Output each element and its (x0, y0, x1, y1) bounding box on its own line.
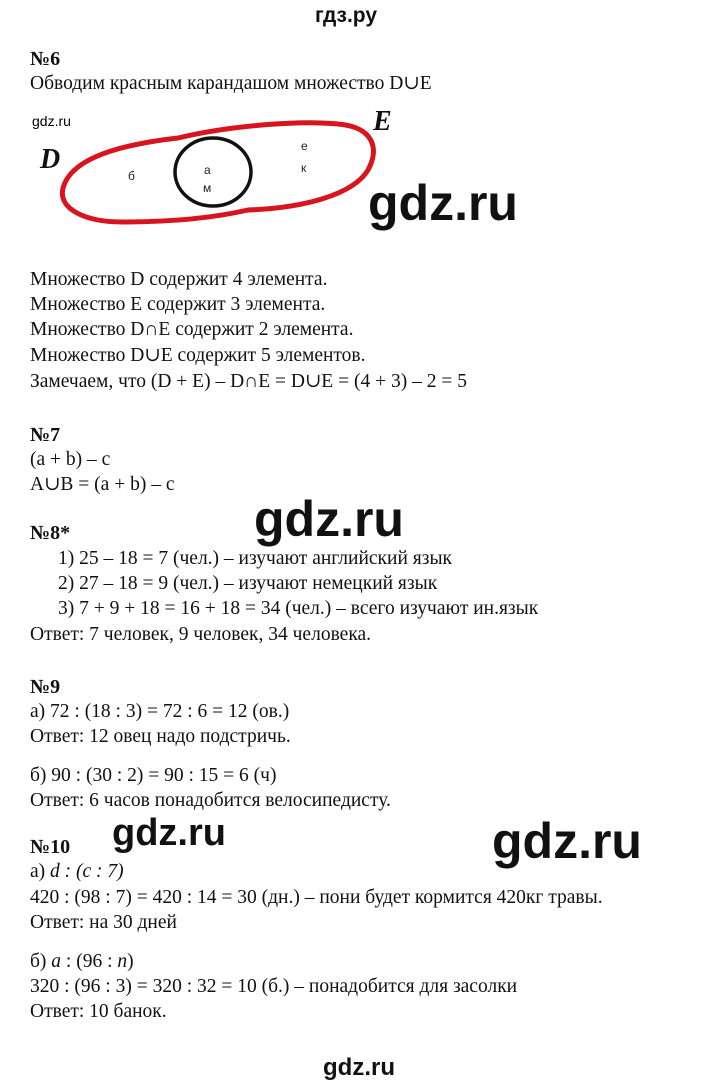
task-10-a-line: 420 : (98 : 7) = 420 : 14 = 30 (дн.) – пони будет кормится 420кг травы. (30, 887, 603, 908)
task-8-title: №8* (30, 522, 71, 544)
label-d: D (40, 144, 61, 175)
b-var-n: n (117, 951, 128, 972)
task-9-a-line: а) 72 : (18 : 3) = 72 : 6 = 12 (ов.) (30, 701, 290, 722)
task-10-a-answer: Ответ: на 30 дней (30, 912, 177, 933)
task-6-line-5: Замечаем, что (D + E) – D∩E = D∪E = (4 + 3) – 2 = 5 (30, 371, 467, 392)
task-7-title: №7 (30, 424, 61, 446)
task-7-line-2: A∪B = (a + b) – c (30, 474, 175, 495)
task-8-item-2: 2) 27 – 18 = 9 (чел.) – изучают немецкий язык (58, 573, 438, 594)
task-6-line-1: Множество D содержит 4 элемента. (30, 269, 328, 290)
task-8-item-3: 3) 7 + 9 + 18 = 16 + 18 = 34 (чел.) – всего изучают ин.язык (58, 598, 539, 619)
watermark-mid-1: gdz.ru (112, 812, 226, 854)
task-10-b-answer: Ответ: 10 банок. (30, 1001, 167, 1022)
venn-diagram (28, 100, 408, 250)
task-6-line-4: Множество D∪E содержит 5 элементов. (30, 345, 366, 366)
task-6-title: №6 (30, 48, 61, 70)
task-10-title: №10 (30, 836, 71, 858)
task-8-answer: Ответ: 7 человек, 9 человек, 34 человека. (30, 624, 372, 645)
task-9-b-answer: Ответ: 6 часов понадобится велосипедисту. (30, 790, 391, 811)
b-prefix: б) (30, 951, 52, 972)
element-b: б (128, 169, 135, 183)
union-symbol: ∪ (403, 73, 420, 94)
task-6-intro (30, 72, 432, 96)
intro-suffix: E (419, 73, 432, 94)
a-prefix: а) (30, 861, 51, 882)
task-6-line-2: Множество E содержит 3 элемента. (30, 294, 326, 315)
watermark-top: гдз.ру (315, 4, 378, 27)
watermark-mid-2: gdz.ru (492, 813, 642, 869)
intersection-circle (175, 138, 251, 206)
task-7-line-1: (a + b) – c (30, 449, 111, 470)
watermark-big-2: gdz.ru (254, 491, 404, 547)
b-mid: : (96 : (61, 951, 118, 972)
element-m: м (203, 181, 212, 195)
b-end: ) (127, 951, 134, 972)
task-6-line-3: Множество D∩E содержит 2 элемента. (30, 319, 354, 340)
task-9-b-line: б) 90 : (30 : 2) = 90 : 15 = 6 (ч) (30, 765, 277, 786)
label-e: E (373, 106, 392, 137)
task-9-a-answer: Ответ: 12 овец надо подстричь. (30, 726, 291, 747)
element-k: к (301, 161, 307, 175)
intro-prefix: Обводим красным карандашом множество D (30, 73, 404, 94)
task-10-b-expr (30, 950, 134, 974)
watermark-diagram: gdz.ru (32, 113, 71, 129)
task-10-b-line: 320 : (96 : 3) = 320 : 32 = 10 (б.) – понадобится для засолки (30, 976, 518, 997)
task-8-item-1: 1) 25 – 18 = 7 (чел.) – изучают английский язык (58, 548, 453, 569)
a-expression: d : (c : 7) (50, 861, 124, 882)
watermark-bottom: gdz.ru (323, 1054, 395, 1081)
element-e: е (301, 139, 308, 153)
element-a: а (204, 163, 211, 177)
task-9-title: №9 (30, 676, 61, 698)
task-10-a-expr (30, 860, 124, 884)
watermark-big-1: gdz.ru (368, 175, 518, 231)
b-var-a: a (51, 951, 62, 972)
